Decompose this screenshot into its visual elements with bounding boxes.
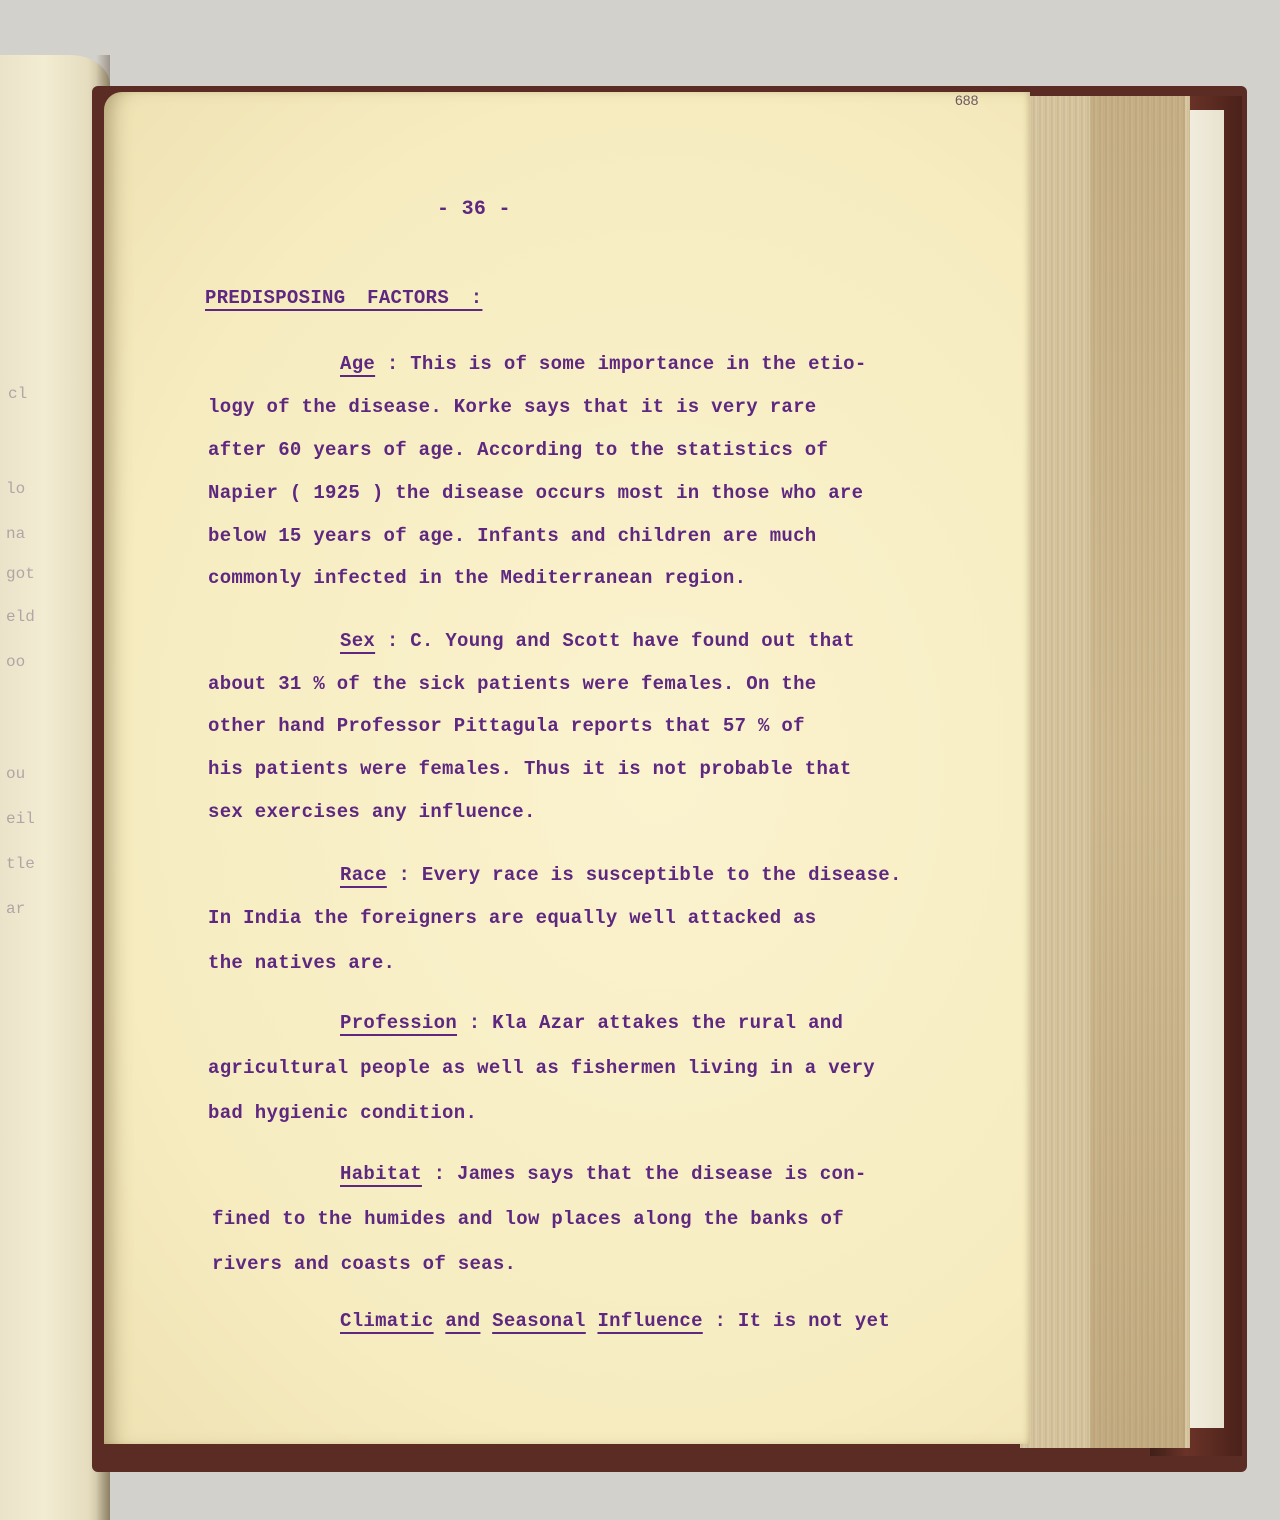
habitat-heading: Habitat — [340, 1163, 422, 1185]
sex-line: about 31 % of the sick patients were females. On the — [208, 673, 817, 695]
habitat-line: fined to the humides and low places along the banks of — [212, 1208, 844, 1230]
climatic-paragraph-line-1 — [340, 1310, 890, 1332]
profession-heading: Profession — [340, 1012, 458, 1034]
page-number: - 36 - — [437, 198, 511, 221]
left-page-fragment: got — [6, 565, 35, 583]
climatic-heading-word: Seasonal — [492, 1310, 586, 1332]
page-edge-stain — [1090, 96, 1185, 1448]
sex-line: : C. Young and Scott have found out that — [386, 630, 855, 652]
left-page-fragment: na — [6, 525, 26, 543]
profession-line: bad hygienic condition. — [208, 1102, 478, 1124]
sex-paragraph-line-1 — [340, 630, 855, 652]
sex-line: his patients were females. Thus it is not probable that — [208, 758, 852, 780]
age-line: : This is of some importance in the etio- — [386, 353, 867, 375]
left-page-fragment: eld — [6, 608, 35, 626]
race-line: the natives are. — [208, 952, 396, 974]
race-line: In India the foreigners are equally well attacked as — [208, 907, 817, 929]
climatic-heading-word: and — [445, 1310, 481, 1332]
profession-paragraph-line-1 — [340, 1012, 843, 1034]
habitat-paragraph-line-1 — [340, 1163, 867, 1185]
age-line: commonly infected in the Mediterranean region. — [208, 567, 747, 589]
left-page-fragment: eil — [6, 810, 35, 828]
section-heading: PREDISPOSING FACTORS : — [205, 287, 483, 309]
sex-line: other hand Professor Pittagula reports that 57 % of — [208, 715, 805, 737]
page-block-edges — [1020, 96, 1190, 1448]
left-page-fragment: oo — [6, 653, 26, 671]
age-heading: Age — [340, 353, 376, 375]
race-heading: Race — [340, 864, 387, 886]
profession-line: : Kla Azar attakes the rural and — [468, 1012, 844, 1034]
age-line: after 60 years of age. According to the statistics of — [208, 439, 829, 461]
age-line: below 15 years of age. Infants and children are much — [208, 525, 817, 547]
climatic-heading-word: Influence — [597, 1310, 703, 1332]
age-paragraph-line-1 — [340, 353, 867, 375]
left-page-fragment: ou — [6, 765, 26, 783]
age-line: Napier ( 1925 ) the disease occurs most in those who are — [208, 482, 864, 504]
habitat-line: : James says that the disease is con- — [433, 1163, 867, 1185]
climatic-heading-word: Climatic — [340, 1310, 434, 1332]
left-page-fragment: tle — [6, 855, 35, 873]
left-page-fragment: lo — [6, 480, 26, 498]
age-line: logy of the disease. Korke says that it is very rare — [208, 396, 817, 418]
race-paragraph-line-1 — [340, 864, 902, 886]
sex-line: sex exercises any influence. — [208, 801, 536, 823]
sex-heading: Sex — [340, 630, 376, 652]
race-line: : Every race is susceptible to the disease. — [398, 864, 902, 886]
left-page-fragment: cl — [8, 385, 28, 403]
corner-annotation: 688 — [955, 92, 979, 108]
habitat-line: rivers and coasts of seas. — [212, 1253, 517, 1275]
profession-line: agricultural people as well as fishermen living in a very — [208, 1057, 876, 1079]
left-page-fragment: ar — [6, 900, 26, 918]
climatic-line: : It is not yet — [714, 1310, 891, 1332]
